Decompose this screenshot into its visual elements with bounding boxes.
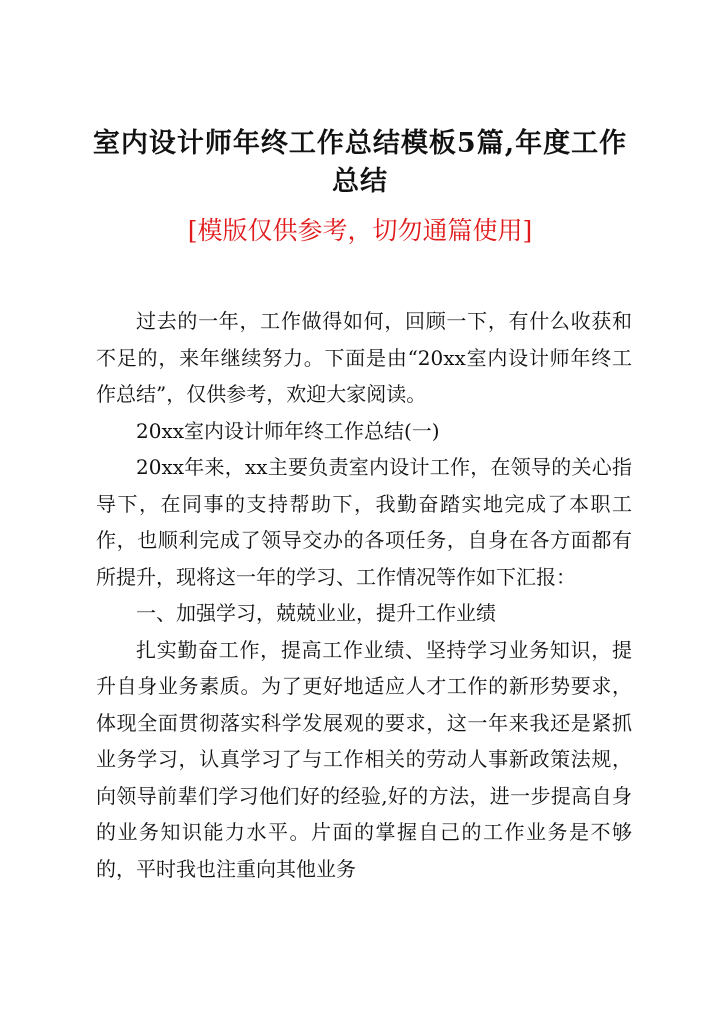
section-heading: 20xx室内设计师年终工作总结(一) [136, 418, 440, 443]
document-body [96, 303, 632, 887]
subsection-heading: 一、加强学习，兢兢业业，提升工作业绩 [136, 601, 496, 625]
document-title: 室内设计师年终工作总结模板5篇,年度工作总结 [92, 128, 628, 197]
body-paragraph: 20xx年来，xx主要负责室内设计工作，在领导的关心指导下，在同事的支持帮助下，我勤奋踏实地完成了本职工作，也顺利完成了领导交办的各项任务，自身在各方面都有所提升，现将这一年的学习、工作情况等作如下汇报： [96, 455, 632, 589]
template-notice: [模版仅供参考，切勿通篇使用] [187, 216, 533, 245]
body-paragraph: 扎实勤奋工作，提高工作业绩、坚持学习业务知识，提升自身业务素质。为了更好地适应人才工作的新形势要求，体现全面贯彻落实科学发展观的要求，这一年来我还是紧抓业务学习，认真学习了与工作相关的劳动人事新政策法规，向领导前辈们学习他们好的经验,好的方法，进一步提高自身的业务知识能力水平。片面的掌握自己的工作业务是不够的，平时我也注重向其他业务 [96, 637, 632, 881]
intro-paragraph: 过去的一年，工作做得如何，回顾一下，有什么收获和不足的，来年继续努力。下面是由“20xx室内设计师年终工作总结”，仅供参考，欢迎大家阅读。 [96, 309, 632, 406]
